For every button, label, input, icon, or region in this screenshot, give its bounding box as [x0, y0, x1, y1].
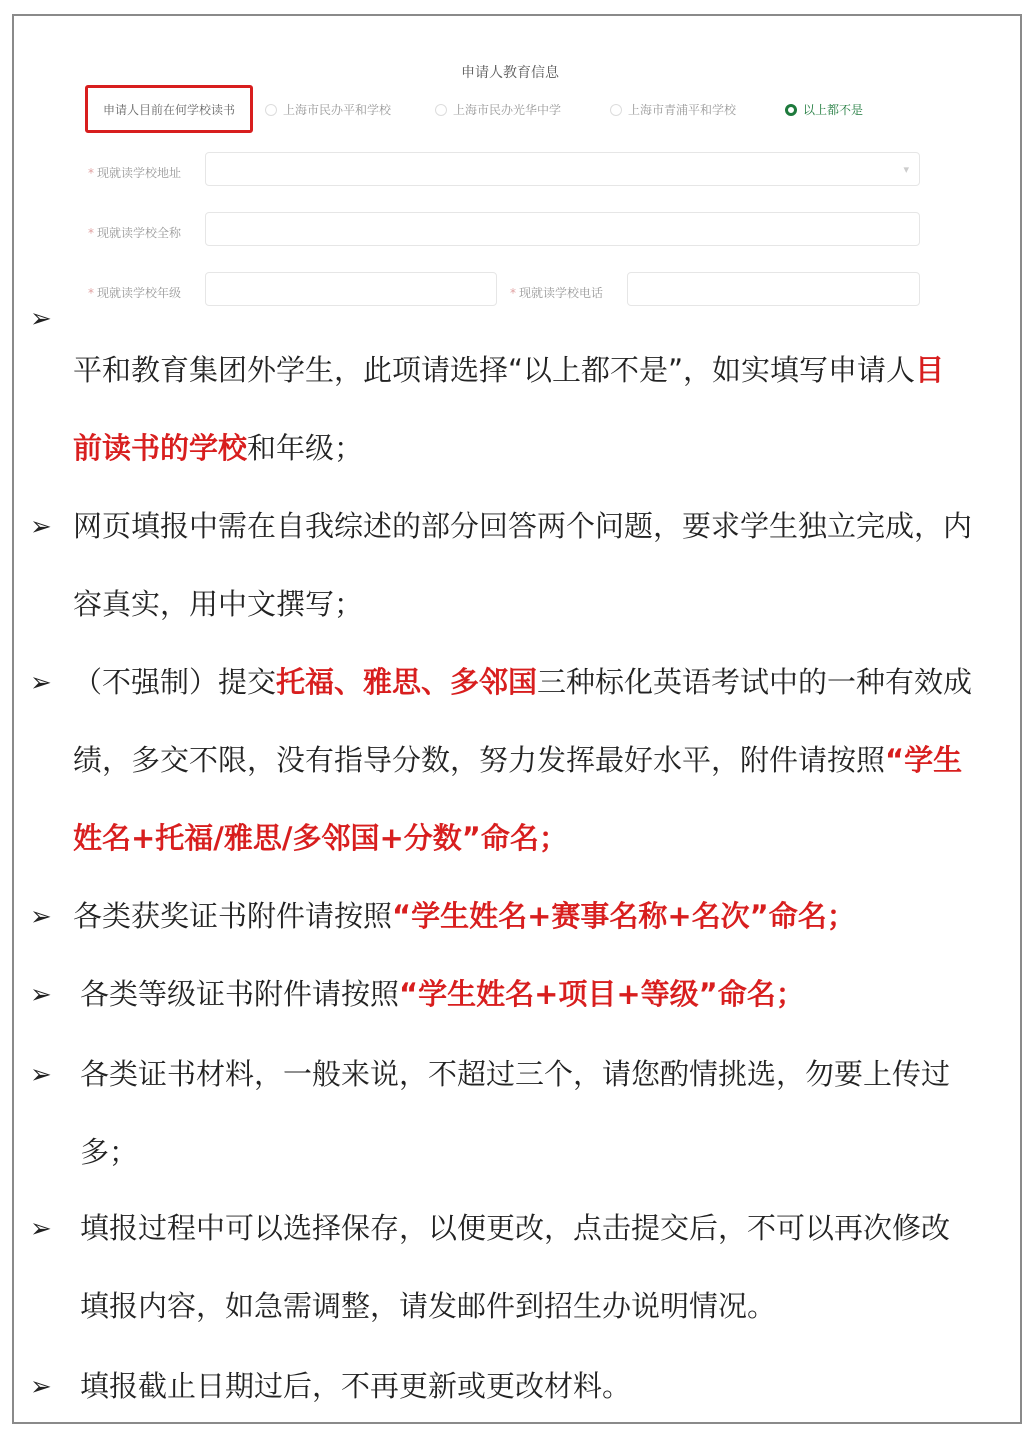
fullname-label: * 现就读学校全称	[88, 224, 181, 241]
bullet-arrow-icon: ➢	[30, 1214, 52, 1244]
bullet-5-line-1: 各类等级证书附件请按照“学生姓名+项目+等级”命名；	[80, 977, 805, 1011]
bullet-arrow-icon: ➢	[30, 1060, 52, 1090]
radio-selected-icon	[785, 104, 797, 116]
bullet-arrow-icon: ➢	[30, 668, 52, 698]
question-label: 申请人目前在何学校读书	[102, 102, 235, 117]
bullet-3-line-1: （不强制）提交托福、雅思、多邻国三种标化英语考试中的一种有效成	[73, 665, 973, 699]
bullet-7-line-1: 填报过程中可以选择保存，以便更改，点击提交后，不可以再次修改	[80, 1211, 951, 1245]
radio-circle-icon	[265, 104, 277, 116]
bullet-6-line-2: 多；	[80, 1135, 139, 1169]
radio-label: 以上都不是	[803, 103, 864, 117]
bullet-2-line-1: 网页填报中需在自我综述的部分回答两个问题，要求学生独立完成，内	[73, 509, 973, 543]
bullet-8-line-1: 填报截止日期过后，不再更新或更改材料。	[80, 1369, 632, 1403]
bullet-arrow-icon: ➢	[30, 1372, 52, 1402]
chevron-down-icon: ▾	[903, 163, 909, 176]
radio-circle-icon	[610, 104, 622, 116]
bullet-3-line-2: 绩，多交不限，没有指导分数，努力发挥最好水平，附件请按照“学生	[73, 743, 963, 777]
bullet-4-line-1: 各类获奖证书附件请按照“学生姓名+赛事名称+名次”命名；	[73, 899, 856, 933]
bullet-arrow-icon: ➢	[30, 902, 52, 932]
bullet-1-line-1: 平和教育集团外学生，此项请选择“以上都不是”，如实填写申请人目	[73, 353, 945, 387]
school-grade-input[interactable]	[205, 272, 497, 306]
radio-label: 上海市民办平和学校	[283, 103, 392, 117]
radio-option-guanghua[interactable]	[435, 101, 561, 118]
radio-label: 上海市青浦平和学校	[628, 103, 737, 117]
address-label: * 现就读学校地址	[88, 164, 181, 181]
radio-option-none[interactable]	[785, 101, 863, 118]
bullet-3-line-3: 姓名+托福/雅思/多邻国+分数”命名；	[73, 821, 568, 855]
bullet-arrow-icon: ➢	[30, 512, 52, 542]
school-phone-input[interactable]	[627, 272, 920, 306]
radio-label: 上海市民办光华中学	[453, 103, 562, 117]
question-highlight-box	[85, 85, 253, 133]
school-radio-group	[85, 85, 945, 129]
grade-label: * 现就读学校年级	[88, 284, 181, 301]
bullet-arrow-icon: ➢	[30, 304, 52, 334]
form-title: 申请人教育信息	[461, 65, 559, 81]
bullet-1-line-2: 前读书的学校和年级；	[73, 431, 364, 465]
school-address-select[interactable]	[205, 152, 920, 186]
school-fullname-input[interactable]	[205, 212, 920, 246]
radio-circle-icon	[435, 104, 447, 116]
bullet-7-line-2: 填报内容，如急需调整，请发邮件到招生办说明情况。	[80, 1289, 777, 1323]
radio-option-qingpu[interactable]	[610, 101, 736, 118]
bullet-arrow-icon: ➢	[30, 980, 52, 1010]
form-screenshot	[60, 40, 960, 330]
radio-option-pinghe[interactable]	[265, 101, 391, 118]
bullet-6-line-1: 各类证书材料，一般来说，不超过三个，请您酌情挑选，勿要上传过	[80, 1057, 951, 1091]
bullet-2-line-2: 容真实，用中文撰写；	[73, 587, 364, 621]
phone-label: * 现就读学校电话	[510, 284, 603, 301]
